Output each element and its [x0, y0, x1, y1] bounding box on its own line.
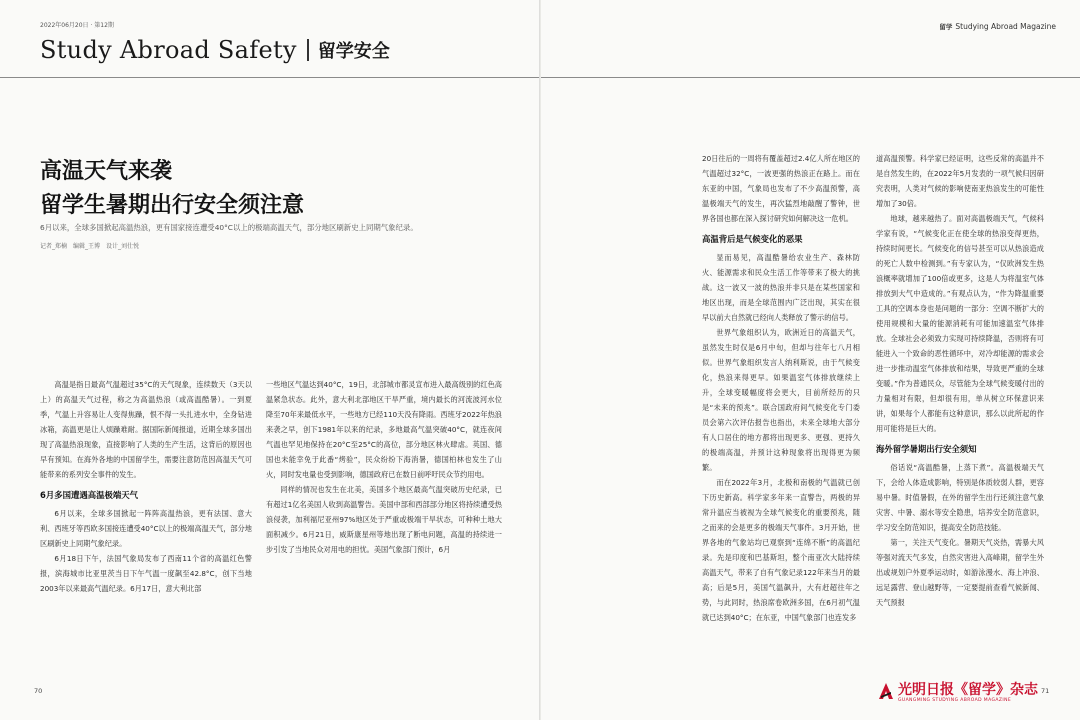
footer-logo-text: [898, 682, 1038, 703]
magazine-brand: [939, 22, 1056, 31]
paragraph: 世界气象组织认为，欧洲近日的高温天气，虽然发生时仅是6月中旬，但却与往年七八月相似。世界气象组织发言人纳利斯说，由于气候变化，热浪来得更早。如果温室气体排放继续上升，全球变暖幅度将会更大，目前所经历的只是“未来的预兆”。联合国政府间气候变化专门委员会第六次评估报告也指出，未来全球地大部分有人口居住的地方都将出现更多、更强、更持久的极端高温，并预计这种现象将出现得更为频繁。: [702, 328, 860, 472]
section-divider: [307, 39, 309, 61]
subheading: 海外留学暑期出行安全须知: [876, 444, 977, 454]
article-headline: [40, 154, 304, 222]
footer-logo-en: GUANGMING STUDYING ABROAD MAGAZINE: [898, 698, 1012, 703]
paragraph: 俗话说“高温酷暑，上蒸下煮”。高温极端天气下，会给人体造成影响，特别是体质较弱人群，更容易中暑。时值暑假，在外的留学生出行还须注意气象灾害、中暑、溺水等安全隐患，培养安全防范意识，学习安全防范知识，提高安全防范技能。: [876, 463, 1044, 532]
paragraph: 第一，关注天气变化。暑期天气炎热，需暴大风等强对流天气多发，自然灾害进入高峰期，留学生外出或规划户外夏季运动时，如游泳漫水、海上冲浪、远足露营、登山越野等，一定要提前查看气候新闻、天气预报: [876, 538, 1044, 607]
brand-mark-icon: 留学: [939, 23, 953, 31]
issue-date: 2022年06月20日 · 第12期: [40, 22, 114, 29]
headline-line-1: 高温天气来袭: [40, 158, 173, 184]
paragraph: 6月18日下午，法国气象局发布了西南11个省的高温红色警报，滨海城市比亚里茨当日下午气温一度飙至42.8°C，创下当地2003年以来最高气温纪录。6月17日，意大利北部: [40, 554, 252, 593]
body-column-4: [876, 151, 1044, 610]
brand-name: Studying Abroad Magazine: [955, 22, 1056, 31]
section-header: [40, 36, 390, 64]
subheading: 6月多国遭遇高温极端天气: [40, 490, 138, 500]
article-lede: 6月以来，全球多国掀起高温热浪，更有国家接连遭受40°C以上的极端高温天气，部分地区刷新史上同期气象纪录。: [40, 223, 418, 232]
paragraph: 道高温预警。科学家已经证明，这些反常的高温并不是自然发生的，在2022年5月发表的一项气候归因研究表明，人类对气候的影响使南亚热浪发生的可能性增加了30倍。: [876, 154, 1044, 208]
paragraph: 而在2022年3月，北极和南极的气温就已创下历史新高。科学家多年来一直警告，两极的异常升温应当被视为全球气候变化的重要预兆，随之而来的会是更多的极端天气事件。3月开始，世界各地的气象站均已观察到“连绵不断”的高温纪录。先是印度和巴基斯坦，整个南亚次大陆持续高温天气，带来了自有气象记录122年来当月的最高；后是5月，美国气温飙升，大有赶超往年之势，与此同时，热浪席卷欧洲多国，在6月初气温就已达到40°C；在东亚，中国气象部门也连发多: [702, 478, 860, 622]
paragraph: 同样的情况也发生在北美，美国多个地区最高气温突破历史纪录，已有超过1亿名美国人收到高温警告。美国中部和西部部分地区将持续遭受热浪侵袭，加利福尼亚州97%地区处于严重或极端干旱状态，可种种土地大面积减少。6月21日，威斯康星州等地出现了断电问题，高温的持续进一步引发了当地民众对用电的担忧。美国气象部门预计，6月: [266, 485, 502, 554]
paragraph: 6月以来，全球多国掀起一阵阵高温热浪，更有法国、意大利、西班牙等西欧多国接连遭受40°C以上的极端高温天气，部分地区刷新史上同期气象纪录。: [40, 509, 252, 548]
right-page: [540, 0, 1080, 720]
body-column-3: [702, 151, 860, 625]
section-title-cn: 留学安全: [317, 41, 390, 62]
paragraph: 20日往后的一周将有覆盖超过2.4亿人所在地区的气温超过32°C，一波更强的热浪正在路上。而在东亚的中国，气象局也发布了不少高温预警，高温极端天气的发生，再次猛烈地敲醒了警钟，世界各国也都在深入探讨研究如何解决这一危机。: [702, 154, 860, 223]
spine-gutter: [539, 0, 541, 720]
section-title-en: Study Abroad Safety: [40, 36, 297, 64]
page-number: 71: [1041, 687, 1050, 695]
footer-logo-cn: 光明日报《留学》杂志: [898, 682, 1038, 698]
paragraph: 一些地区气温达到40°C，19日，北部城市都灵宣布进入最高级别的红色高温紧急状态。此外，意大利北部地区干旱严重，境内最长的河流波河水位降至70年来最低水平，一些地方已经110天没有降雨。西班牙2022年热浪来袭之早，创下1981年以来的纪录，多地最高气温突破40°C，就连夜间气温也罕见地保持在20°C至25°C的高位，部分地区林火肆虐。英国、德国也未能幸免于此番“烤验”，民众纷纷下海消暑，德国柏林也发生了山火，同时发电量也受到影响，德国政府已在数日前呼吁民众节约用电。: [266, 380, 502, 479]
headline-line-2: 留学生暑期出行安全须注意: [40, 192, 305, 218]
subheading: 高温背后是气候变化的恶果: [702, 234, 803, 244]
paragraph: 显而易见，高温酷暑给农业生产、森林防火、能源需求和民众生活工作等带来了极大的挑战。这一波又一波的热浪并非只是在某些国家和地区出现，而是全球范围内广泛出现，其实在很早以前大自然就已经向人类释放了警示的信号。: [702, 253, 860, 322]
body-column-1: [40, 377, 252, 596]
article-credits: 记者_郑楠 编辑_王博 设计_刘仕悦: [40, 243, 140, 250]
magazine-footer-logo: [878, 682, 1038, 703]
magazine-logo-icon: [878, 682, 894, 700]
body-column-2: [266, 377, 502, 557]
page-number: 70: [34, 687, 43, 695]
paragraph: 高温是指日最高气温超过35°C的天气现象，连续数天（3天以上）的高温天气过程，称之为高温热浪（或高温酷暑）。一到夏季，气温上升容易让人变得焦躁，恨不得一头扎进水中，全身钻进冰箱，高温更是让人烦躁难耐。据国际新闻报道，近期全球多国出现了高温热浪现象，直接影响了人类的生产生活，这背后的原因也早有预知。在海外各地的中国留学生，需要注意防范因高温天气可能带来的系列安全事件的发生。: [40, 380, 252, 479]
paragraph: 地球，越来越热了。面对高温极端天气，气候科学家有说，“气候变化正在使全球的热浪变得更热，持续时间更长。气候变化的信号甚至可以从热浪造成的死亡人数中检测到。”有专家认为，“仅欧洲发生热浪概率就增加了100倍或更多，这是人为将温室气体排放到大气中造成的。”有观点认为，“作为降温重要工具的空调本身也是问题的一部分：空调不断扩大的使用规模和大量的能源消耗有可能加速温室气体排放。全球社会必须致力实现可持续降温，否则将有可能进入一个致命的恶性循环中，对冷却能源的需求会进一步推动温室气体排放和结果，导致更严重的全球变暖。”作为普通民众，尽管能为全球气候变暖付出的力量相对有限，但却很有用，单从树立环保意识来讲，如果每个人都能有这种意识，那么以此所起的作用可能将是巨大的。: [876, 214, 1044, 433]
